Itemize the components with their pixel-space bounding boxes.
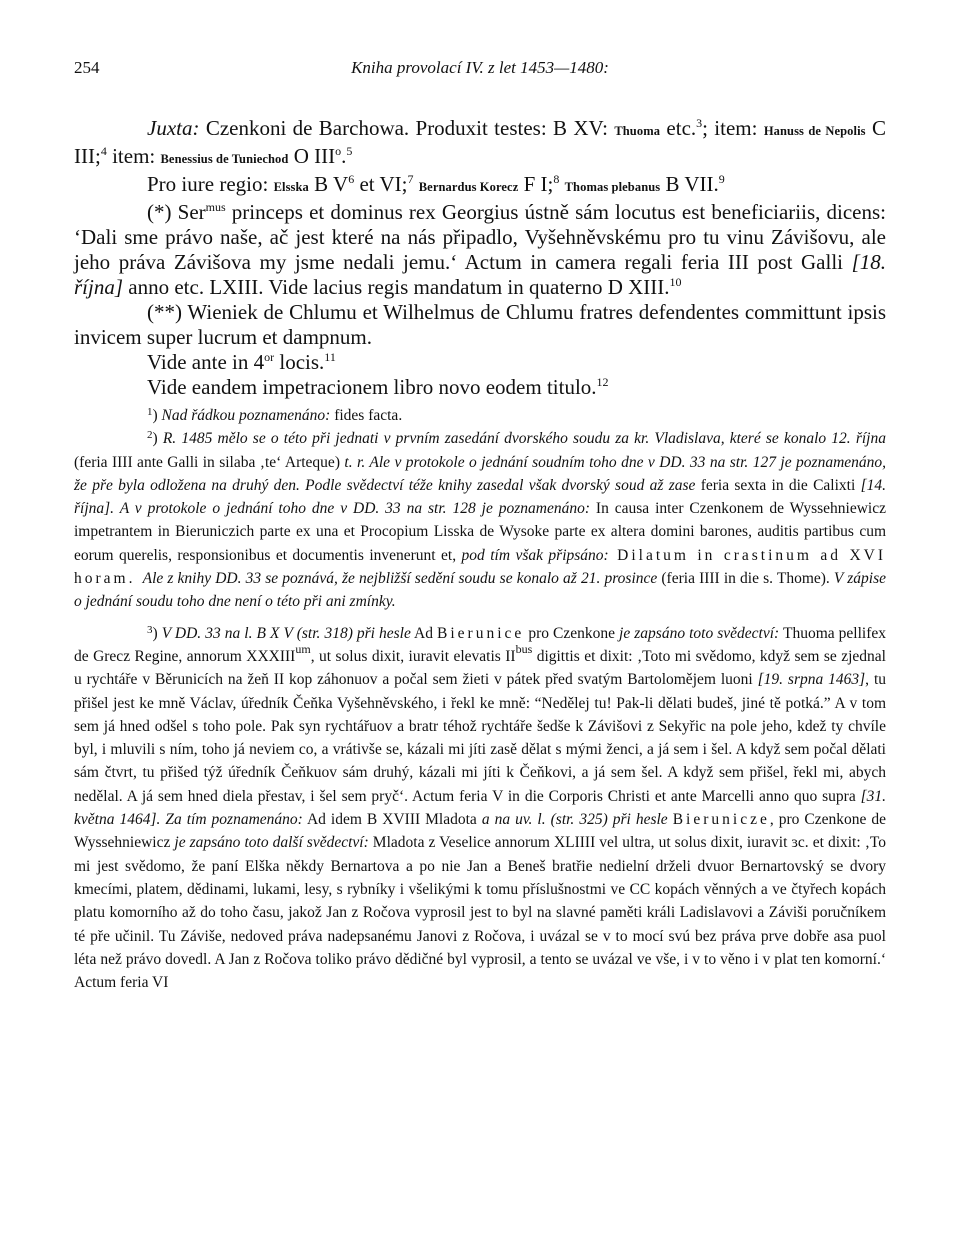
text-span: C III; <box>74 116 886 168</box>
footnote-1 <box>74 404 886 427</box>
footnote-number: 1 <box>147 406 153 418</box>
editorial-text: Nad řádkou poznamenáno: <box>161 407 331 424</box>
editorial-text: Ale z knihy DD. 33 se poznává, že nejbližší sedění soudu se konalo až 21. prosince <box>142 570 658 588</box>
page-number: 254 <box>74 58 100 77</box>
text-span: ; item: <box>702 116 764 140</box>
superscript: bus <box>515 641 533 656</box>
text-span: Vide eandem impetracionem libro novo eodem titulo. <box>147 375 597 399</box>
footnote-2 <box>74 427 886 613</box>
text-span: digittis et dixit: ‚Toto mi svědomo, když sem se zjednal u rychtáře v Běrunicích na žeň II kop záhonuov a počal sem žieti v pátek před svatým Bartolomějem luoni <box>74 647 886 689</box>
editorial-text: R. 1485 mělo se o této při jednati v prvním zasedání dvorského soudu za kr. Vladislava, které se konalo 12. října <box>162 430 886 448</box>
text-span: Juxta: <box>147 116 200 140</box>
paragraph-wieniek <box>74 300 886 350</box>
text-span: Czenkoni de Barchowa. Produxit testes: B XV: <box>199 116 615 140</box>
footnotes <box>74 404 886 994</box>
main-text <box>74 116 886 400</box>
text-span: (**) Wieniek de Chlumu et Wilhelmus de Chlumu fratres defendentes committunt ipsis invicem super lucrum et dampnum. <box>74 300 886 349</box>
text-span: et VI; <box>354 172 408 196</box>
text-span: (feria IIII ante Galli in silaba ‚te‘ Arteque) <box>74 453 345 471</box>
footnote-number: 2 <box>147 429 153 442</box>
page <box>74 58 886 994</box>
editorial-text: a na uv. l. (str. 325) při hesle <box>481 811 668 829</box>
superscript: mus <box>205 200 226 214</box>
witness-name: Thuoma <box>614 124 661 138</box>
editorial-text: je zapsáno toto svědectví: <box>619 624 780 642</box>
paragraph-juxta <box>74 116 886 172</box>
editorial-date: [19. srpna 1463] <box>757 671 866 689</box>
text-span: Thuoma pellifex de Grecz Regine, annorum XXXIII <box>74 624 886 665</box>
footnote-ref: 4 <box>100 144 107 158</box>
text-span: item: <box>106 144 161 168</box>
text-span: anno etc. LXIII. Vide lacius regis mandatum in quaterno D XIII. <box>123 275 670 299</box>
footnote-ref: 3 <box>696 116 703 130</box>
text-span: (*) Ser <box>147 200 206 224</box>
witness-name: Benessius de Tuniechod <box>160 152 289 166</box>
text-span: feria sexta in die Calixti <box>695 476 861 494</box>
text-span: fides facta. <box>330 407 403 424</box>
witness-name: Hanuss de Nepolis <box>763 124 866 138</box>
superscript: or <box>264 350 275 364</box>
text-span: F I; <box>518 172 554 196</box>
text-span: . <box>341 144 347 168</box>
superscript: o <box>335 144 342 158</box>
footnote-ref: 11 <box>324 350 336 364</box>
text-span: ) <box>152 624 162 642</box>
editorial-text: t. r. Ale v protokole o jednání soudním toho dne v DD. 33 na str. 127 je poznamenáno, že pře byla odložena na druhý den. Podle svědectví téže knihy zasedal však dvorský soud až zase <box>74 453 887 494</box>
text-span: ) <box>152 407 162 424</box>
editorial-text: V zápise o jednání soudu toho dne není o této při ani zmínky. <box>74 570 886 611</box>
text-span: Vide ante in 4 <box>147 350 265 374</box>
text-span: In causa inter Czenkonem de Wyssehniewicz impetrantem in Bieruniczich parte ex una et Procopium Lisska de Wysoke parte ex altera domini barones, auditis partibus cum eorum querelis, responsionibus et documentis invenerunt et, <box>74 500 886 564</box>
editorial-text: [31. května 1464]. Za tím poznamenáno: <box>74 787 886 829</box>
paragraph-vide-ante <box>74 350 886 375</box>
spaced-text: Bierunice <box>437 624 525 642</box>
page-header <box>74 58 886 88</box>
spaced-text: Dilatum in crastinum ad XVI horam. <box>74 546 886 588</box>
text-span: , pro Czenkone de Wyssehniewicz <box>74 811 887 852</box>
text-span: Pro iure regio: <box>147 172 274 196</box>
paragraph-rex-georgius <box>74 200 886 300</box>
paragraph-vide-eandem <box>74 375 886 400</box>
text-span: et dixit: ‚To mi jest svědomo, že paní Elška někdy Bernartova a po nie Jan a Beneš bratřie nedielní drželi dvuor Bernartovský se dvory kmecími, platem, dědinami, lukami, lesy, s rybníky i všelikými k tomu příslušnostmi ve CC kopách věnných a ve čtyřech kopách platu komorního až do toho času, jakož Jan z Ročova vyprosil jest to byl na slavné paměti králi Ladislavovi a Záviši poručníkem té pře učinil. Tu Záviše, nedoved práva nadepsanému Janovi z Ročova, i uvázal se v to mocí svú bez práva prve dobře asa puol léta než právo dovedl. A Jan z Ročova toliko právo dědičné byl vyprosil, a tento se uvázal ve vše, i v to věno i v plat ten komorní.‘ Actum feria VI <box>74 834 887 992</box>
text-span: princeps et dominus rex Georgius ústně sám locutus est beneficiariis, dicens: ‘Dali sme právo naše, ač jest které na nás připadlo, Vyšehněvskému pro tu vinu Závišovu, ale jeho práva Závišova my jsme nedali jemu.‘ Actum in camera regali feria III post Galli <box>74 200 887 274</box>
footnote-number: 3 <box>147 623 153 636</box>
text-span: etc. <box>660 116 697 140</box>
text-span: , ut solus dixit, iuravit elevatis II <box>310 647 516 665</box>
witness-name: Bernardus Korecz <box>418 180 519 194</box>
text-span: pro Czenkone <box>524 624 620 642</box>
editorial-text: pod tím však připsáno: <box>461 546 609 564</box>
footnote-ref: 9 <box>718 172 725 186</box>
footnote-ref: 7 <box>407 172 414 186</box>
editorial-text: je zapsáno toto další svědectví: <box>174 834 369 852</box>
footnote-3 <box>74 622 886 995</box>
footnote-ref: 12 <box>596 375 609 389</box>
footnote-ref: 5 <box>346 144 353 158</box>
paragraph-pro-iure-regio <box>74 172 886 200</box>
text-span: Mladota z Veselice annorum XLIIII vel ultra, ut solus dixit, iuravit <box>368 834 792 852</box>
text-span: Ad <box>410 624 438 642</box>
text-span: ɜc. <box>791 834 809 852</box>
footnote-ref: 8 <box>553 172 560 186</box>
text-span: ) <box>152 430 163 448</box>
editorial-text: V DD. 33 na l. B X V (str. 318) při hesle <box>161 624 411 642</box>
text-span: , tu přišel jest ke mně Václav, úředník Čeňka Vyšehněvského, i řekl ke mně: “Nedělej tu! Pak-li dělati budeš, jiné tě potká.” A v tom sem já hned odšel s toho pole. Pak syn rychtářuov a bratr téhož rychtáře šedše k Závišovi z Sekyřic na pole jeho, kdež ty chvíle byl, i mluvili s ním, toho já neviem co, a vrátivše se, kázali mi jíti zasě dělat s mými ženci, a já sem i šel. A když sem počal dělati sám čtvrt, tu přišed týž úředník Čeňkuov sám druhý, kázali mi jíti k Čeňkovi, a já sem šel. A když sem přišel, řekl mi, abych nedělal. A já sem hned diela přestav, i šel sem pryč‘. Actum feria V in die Corporis Christi et ante Marcelli anno quo supra <box>74 671 887 805</box>
running-title: Kniha provolací IV. z let 1453—1480: <box>351 58 609 77</box>
text-span: locis. <box>274 350 325 374</box>
text-span: Ad idem B XVIII Mladota <box>302 811 482 829</box>
superscript: um <box>295 641 311 656</box>
text-span: (feria IIII in die s. Thome). <box>657 570 834 588</box>
witness-name: Elsska <box>273 180 309 194</box>
editorial-text: [14. října]. A v protokole o jednání toho dne v DD. 33 na str. 128 je poznamenáno: <box>74 476 886 518</box>
text-span: O III <box>288 144 336 168</box>
text-span: B V <box>308 172 349 196</box>
witness-name: Thomas plebanus <box>564 180 661 194</box>
superscript: 6 <box>348 172 355 186</box>
spaced-text: Bierunicze <box>672 811 770 829</box>
editorial-date: [18. října] <box>74 250 886 299</box>
footnote-ref: 10 <box>669 275 682 289</box>
text-span: B VII. <box>660 172 719 196</box>
